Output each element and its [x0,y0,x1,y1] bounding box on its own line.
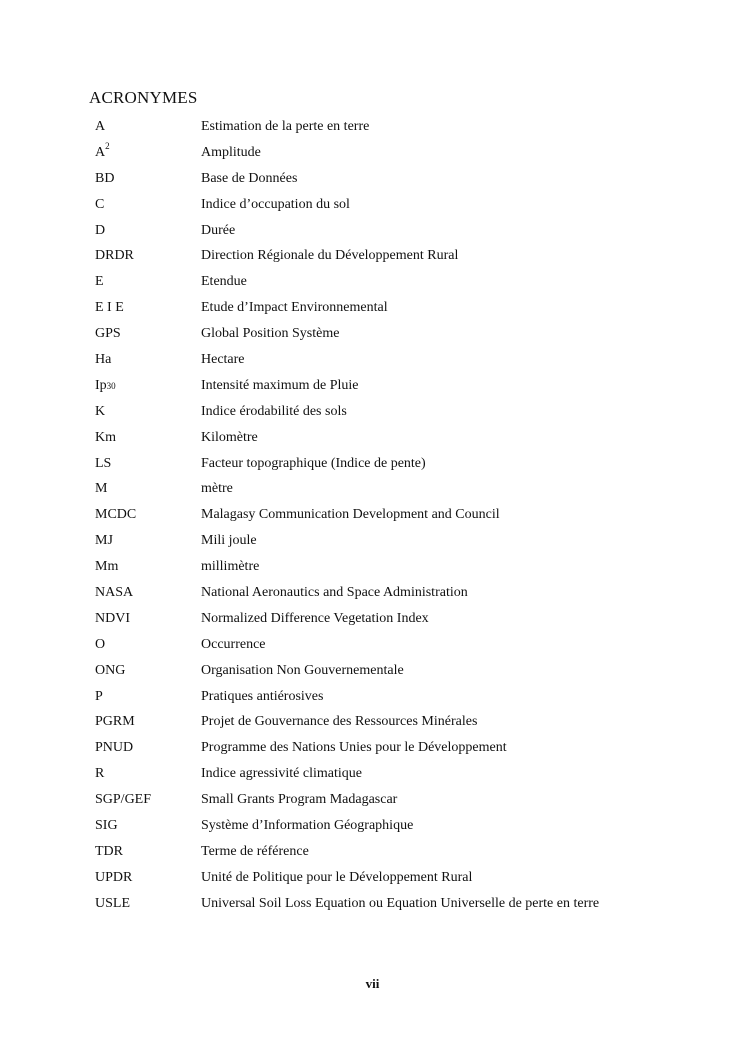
acronym-definition: Occurrence [201,636,266,652]
acronym-row [95,557,695,583]
acronym-definition: Intensité maximum de Pluie [201,377,359,393]
acronym-definition: Indice érodabilité des sols [201,403,347,419]
page-title: ACRONYMES [89,88,198,107]
acronym-row [95,376,695,402]
acronym-term [95,402,201,422]
acronym-term [95,583,201,603]
acronym-definition: Etendue [201,274,247,290]
acronym-term-text: BD [95,170,115,186]
acronym-row [95,479,695,505]
acronym-definition: Universal Soil Loss Equation ou Equation Universelle de perte en terre [201,895,600,911]
acronym-definition: millimètre [201,559,260,575]
acronym-definition: Base de Données [201,170,298,186]
acronym-definition: Amplitude [201,144,261,160]
acronym-definition: Facteur topographique (Indice de pente) [201,455,426,471]
acronym-row [95,324,695,350]
acronym-definition: mètre [201,481,233,497]
acronym-row [95,687,695,713]
acronym-term [95,505,201,525]
acronym-definition: Indice agressivité climatique [201,766,362,782]
acronym-term [95,350,201,370]
acronym-row [95,868,695,894]
acronym-term [95,195,201,215]
acronym-row [95,816,695,842]
acronym-term [95,712,201,732]
acronym-term-text: A [95,119,106,134]
acronym-row [95,531,695,557]
acronym-term-text: NDVI [95,610,130,626]
acronym-term [95,609,201,629]
acronym-definition: Indice d’occupation du sol [201,196,350,212]
acronym-definition: Mili joule [201,533,257,549]
acronym-term [95,272,201,292]
acronym-term [95,816,201,836]
acronym-row [95,790,695,816]
acronym-term-text: K [95,403,106,419]
acronym-term-text: SIG [95,818,118,834]
acronym-row [95,428,695,454]
acronym-row [95,454,695,480]
acronym-row [95,246,695,272]
acronym-term-text: E [95,274,104,290]
acronym-term [95,557,201,577]
acronym-list [95,117,695,920]
acronym-definition: Direction Régionale du Développement Rural [201,248,459,264]
acronym-term-text: USLE [95,895,130,911]
acronym-definition: Normalized Difference Vegetation Index [201,610,429,626]
acronym-definition: Etude d’Impact Environnemental [201,300,388,316]
acronym-row [95,842,695,868]
acronym-definition: Malagasy Communication Development and Council [201,507,500,523]
acronym-definition: Unité de Politique pour le Développement Rural [201,869,473,885]
acronym-term-subscript: 30 [106,380,116,391]
acronym-term [95,842,201,862]
acronym-definition: Système d’Information Géographique [201,818,414,834]
acronym-term [95,246,201,266]
acronym-term-text: DRDR [95,248,134,264]
acronym-term-text: C [95,196,105,212]
acronym-term-text: LS [95,455,112,471]
acronym-term [95,790,201,810]
acronym-row [95,894,695,920]
acronym-row [95,764,695,790]
acronym-term [95,169,201,189]
acronym-row [95,195,695,221]
acronym-row [95,350,695,376]
acronym-term-superscript: 2 [105,141,110,152]
acronym-term [95,117,201,137]
acronym-term-text: PNUD [95,740,134,756]
acronym-term-text: A [95,144,106,160]
acronym-definition: Programme des Nations Unies pour le Développement [201,740,507,756]
acronym-term-text: MCDC [95,507,137,523]
acronym-row [95,505,695,531]
acronym-term [95,143,201,163]
acronym-term-text: Mm [95,559,119,575]
acronym-definition: Hectare [201,352,245,368]
acronym-term-text: GPS [95,326,121,342]
acronym-term [95,531,201,551]
acronym-term [95,454,201,474]
acronym-row [95,661,695,687]
acronym-definition: Organisation Non Gouvernementale [201,662,404,678]
acronym-term-text: Ha [95,352,112,368]
acronym-term [95,687,201,707]
acronym-term-text: O [95,636,106,652]
acronym-term-text: UPDR [95,869,133,885]
acronym-term-text: ONG [95,662,126,678]
acronym-row [95,272,695,298]
page-number: vii [365,976,380,991]
acronym-term [95,298,201,318]
acronym-term-text: NASA [95,585,134,601]
acronym-term-text: TDR [95,843,123,859]
acronym-term-text: M [95,481,108,497]
acronym-definition: Estimation de la perte en terre [201,119,370,134]
acronym-term [95,479,201,499]
acronym-term [95,764,201,784]
acronym-row [95,738,695,764]
acronym-term-text: P [95,688,103,704]
acronym-row [95,117,695,143]
acronym-row [95,583,695,609]
acronym-term [95,868,201,888]
acronym-definition: Durée [201,222,236,238]
acronym-row [95,143,695,169]
acronym-term-text: PGRM [95,714,135,730]
acronym-definition: Kilomètre [201,429,258,445]
acronym-definition: Terme de référence [201,843,309,859]
acronym-term [95,428,201,448]
acronym-term-text: Km [95,429,116,445]
acronym-definition: Small Grants Program Madagascar [201,792,398,808]
acronym-term [95,221,201,241]
acronym-term [95,661,201,681]
acronym-row [95,635,695,661]
acronym-definition: Projet de Gouvernance des Ressources Minérales [201,714,478,730]
acronym-row [95,609,695,635]
acronym-term [95,738,201,758]
acronym-term-text: SGP/GEF [95,792,152,808]
acronym-row [95,221,695,247]
acronym-term [95,376,201,396]
acronym-term [95,894,201,914]
acronym-definition: Global Position Système [201,326,340,342]
acronym-term-text: E I E [95,300,124,316]
acronym-term-text: R [95,766,105,782]
acronym-definition: Pratiques antiérosives [201,688,324,704]
acronym-term-text: MJ [95,533,113,549]
acronym-row [95,298,695,324]
acronym-row [95,169,695,195]
acronym-term-text: Ip [95,377,107,393]
acronym-term [95,324,201,344]
acronym-row [95,402,695,428]
acronym-term [95,635,201,655]
acronym-definition: National Aeronautics and Space Administration [201,585,468,601]
acronym-term-text: D [95,222,106,238]
acronym-row [95,712,695,738]
